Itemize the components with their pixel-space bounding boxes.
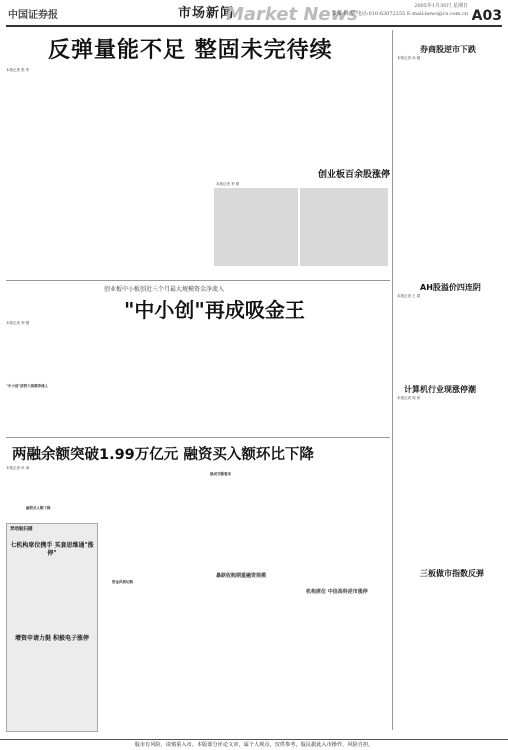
computer-byline: 本报记者 周 萍	[397, 396, 421, 400]
divider-1	[6, 280, 390, 281]
stock-scan-item2-text	[10, 646, 94, 726]
sub-e: 机构席位 中信高科逆市涨停	[306, 589, 368, 595]
sidebar-divider	[392, 30, 393, 730]
lower-col4	[294, 523, 386, 732]
stock-scan-label: 异动股扫描	[10, 527, 33, 532]
sub-b: 资金风格切换	[112, 580, 133, 584]
ah-byline: 本报记者 王 超	[397, 294, 421, 298]
section-title-en: Market News	[226, 4, 358, 25]
sidebar-top-title: 券商股逆市下跌	[420, 45, 476, 54]
risk-footer: 股市有风险，请慎重入市。本版部分评论文章，属个人观点，仅供参考，股民据此入市操作，风险自担。	[0, 739, 508, 750]
margin-col3	[198, 478, 290, 520]
stock-scan-item1: 七机构席位携手 买套思维通"涨停"	[10, 542, 94, 557]
gem-byline: 本报记者 李 强	[216, 182, 240, 186]
center-col3	[198, 328, 290, 436]
main-story-col1	[6, 75, 98, 280]
margin-col2	[102, 472, 194, 520]
center-col4	[294, 328, 386, 436]
center-col1	[6, 328, 98, 436]
section-title: 市场新闻	[178, 6, 235, 21]
center-byline: 本报记者 李 强	[6, 321, 30, 325]
computer-title: 计算机行业现涨停潮	[404, 385, 476, 394]
sub-margin: 融资买入额下降	[26, 506, 51, 510]
lower-col3	[198, 523, 290, 732]
sidebar-top-byline: 本报记者 孙 健	[397, 56, 421, 60]
date-line: 2005年1月30日 星期日	[414, 3, 468, 9]
margin-headline: 两融余额突破1.99万亿元 融资买入额环比下降	[12, 447, 314, 463]
ah-title: AH股溢价四连阴	[420, 283, 481, 292]
sub-d: 暴跌收购期重融资规模	[216, 573, 267, 579]
gem-title: 创业板百余股涨停	[318, 170, 391, 180]
lower-col2	[102, 523, 194, 732]
masthead-info	[332, 2, 468, 18]
sidebar-top-text	[397, 62, 502, 272]
ah-text	[397, 300, 502, 380]
sub-c: 就成交额看来	[210, 472, 231, 476]
thirdboard-text	[397, 580, 502, 732]
sub-f: 三板做市指数反弹	[420, 569, 484, 578]
main-byline: 本报记者 张 军	[6, 68, 30, 72]
paper-name: 中国证券报	[8, 10, 58, 21]
page-number: A03	[471, 8, 502, 24]
divider-2	[6, 437, 390, 438]
gem-shaded-column	[214, 188, 298, 266]
main-story-col2	[102, 75, 194, 280]
center-headline: "中小创"再成吸金王	[124, 298, 305, 322]
stock-scan-item2: 增资申请力挺 积极电子涨停	[14, 635, 90, 642]
masthead-rule	[6, 25, 502, 27]
margin-col1	[6, 472, 98, 520]
main-headline: 反弹量能不足 整固未完待续	[48, 38, 333, 63]
main-story-col4	[294, 75, 386, 165]
center-kicker: 创业板中小板创近三个月最大规模资金净流入	[104, 286, 225, 293]
editor-line: 责编:姚 华 电话:010-63072255 E-mail:news@cs.com.cn	[332, 11, 468, 17]
margin-col4	[294, 472, 386, 520]
stock-scan-item1-text	[10, 561, 94, 631]
computer-text	[397, 402, 502, 507]
gem-shaded-column-2	[300, 188, 388, 266]
center-col2	[102, 328, 194, 436]
computer-text-2	[397, 508, 502, 566]
sub-a: "中小创"获资大规模净流入	[6, 384, 49, 388]
stock-scan-box	[6, 523, 98, 732]
margin-byline: 本报记者 叶 涛	[6, 466, 30, 470]
